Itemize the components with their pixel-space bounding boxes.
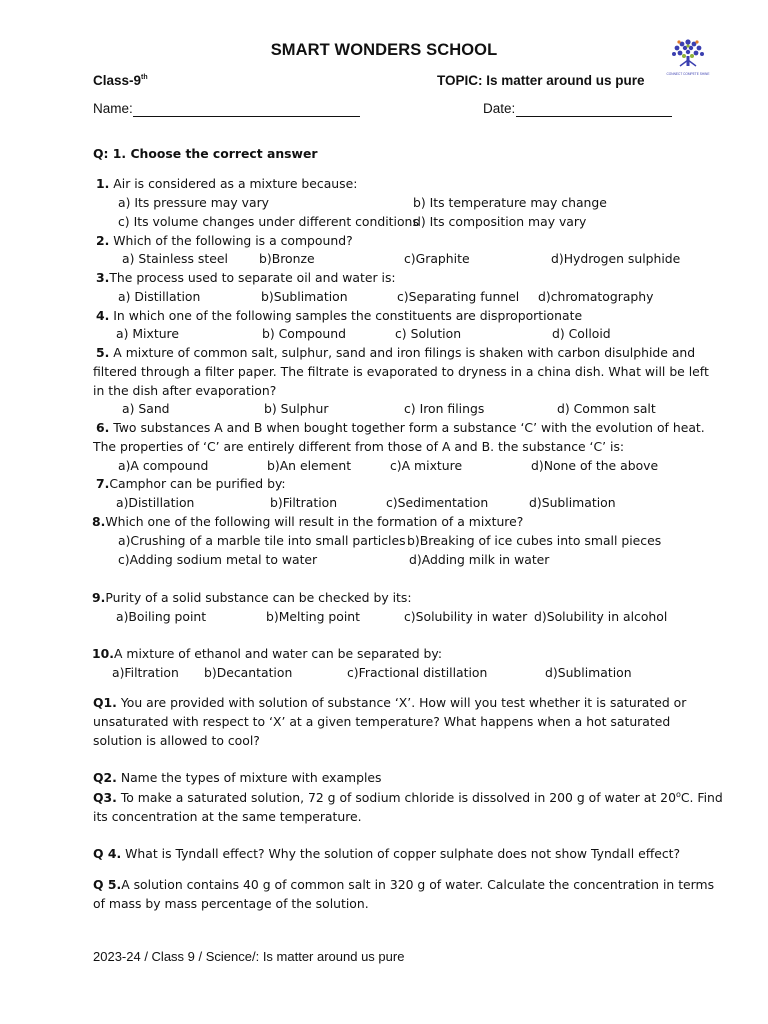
q7-option-d: d)Sublimation xyxy=(529,495,616,510)
q7-option-a: a)Distillation xyxy=(116,495,195,510)
page-footer: 2023-24 / Class 9 / Science/: Is matter around us pure xyxy=(93,949,405,964)
long-question-2: Q2. Name the types of mixture with examples xyxy=(93,770,382,785)
q7-option-c: c)Sedimentation xyxy=(386,495,489,510)
question-5: 5. A mixture of common salt, sulphur, sand and iron filings is shaken with carbon disulphide and xyxy=(96,345,696,360)
q9-option-b: b)Melting point xyxy=(266,609,361,624)
question-6-line-2: The properties of ‘C’ are entirely different from those of A and B. the substance ‘C’ is: xyxy=(93,439,625,454)
question-8: 8.Which one of the following will result in the formation of a mixture? xyxy=(92,514,524,529)
long-question-3: Q3. To make a saturated solution, 72 g of sodium chloride is dissolved in 200 g of water at 20$^o$C. Find xyxy=(93,790,723,806)
q9-option-d: d)Solubility in alcohol xyxy=(534,609,668,624)
q6-option-a: a)A compound xyxy=(118,458,209,473)
long-question-5: Q 5.A solution contains 40 g of common salt in 320 g of water. Calculate the concentration in terms xyxy=(93,877,715,892)
q4-option-b: b) Compound xyxy=(262,326,346,341)
class-label: Class-9th xyxy=(93,73,148,88)
q10-option-a: a)Filtration xyxy=(112,665,179,680)
name-blank-line[interactable] xyxy=(133,116,360,117)
topic-label: TOPIC: Is matter around us pure xyxy=(437,73,645,88)
q5-option-c: c) Iron filings xyxy=(404,401,485,416)
long-question-1-line-2: unsaturated with respect to ‘X’ at a given temperature? What happens when a hot saturated xyxy=(93,714,671,729)
question-1: 1. Air is considered as a mixture because: xyxy=(96,176,358,191)
q2-option-b: b)Bronze xyxy=(259,251,315,266)
long-question-1: Q1. You are provided with solution of substance ‘X’. How will you test whether it is saturated or xyxy=(93,695,687,710)
long-question-5-line-2: of mass by mass percentage of the solution. xyxy=(93,896,369,911)
q4-option-d: d) Colloid xyxy=(552,326,611,341)
question-10: 10.A mixture of ethanol and water can be separated by: xyxy=(92,646,443,661)
q4-option-c: c) Solution xyxy=(395,326,462,341)
q3-option-b: b)Sublimation xyxy=(261,289,348,304)
q6-option-d: d)None of the above xyxy=(531,458,659,473)
question-9: 9.Purity of a solid substance can be checked by its: xyxy=(92,590,412,605)
q1-option-a: a) Its pressure may vary xyxy=(118,195,270,210)
q7-option-b: b)Filtration xyxy=(270,495,338,510)
question-2: 2. Which of the following is a compound? xyxy=(96,233,353,248)
q9-option-a: a)Boiling point xyxy=(116,609,207,624)
q10-option-c: c)Fractional distillation xyxy=(347,665,488,680)
q6-option-b: b)An element xyxy=(267,458,352,473)
question-5-line-3: in the dish after evaporation? xyxy=(93,383,277,398)
q2-option-c: c)Graphite xyxy=(404,251,470,266)
q4-option-a: a) Mixture xyxy=(116,326,179,341)
q8-option-b: b)Breaking of ice cubes into small pieces xyxy=(407,533,662,548)
question-5-line-2: filtered through a filter paper. The filtrate is evaporated to dryness in a china dish. What will be left xyxy=(93,364,709,379)
section-title: Q: 1. Choose the correct answer xyxy=(93,146,318,161)
q2-option-d: d)Hydrogen sulphide xyxy=(551,251,681,266)
q5-option-d: d) Common salt xyxy=(557,401,656,416)
long-question-1-line-3: solution is allowed to cool? xyxy=(93,733,260,748)
question-3: 3.The process used to separate oil and water is: xyxy=(96,270,396,285)
q1-option-c: c) Its volume changes under different conditions xyxy=(118,214,419,229)
q1-option-b: b) Its temperature may change xyxy=(413,195,607,210)
question-7: 7.Camphor can be purified by: xyxy=(96,476,286,491)
q1-option-d: d) Its composition may vary xyxy=(413,214,587,229)
q3-option-c: c)Separating funnel xyxy=(397,289,520,304)
name-label: Name: xyxy=(93,101,133,116)
q5-option-b: b) Sulphur xyxy=(264,401,329,416)
question-6: 6. Two substances A and B when bought together form a substance ‘C’ with the evolution of heat. xyxy=(96,420,705,435)
q8-option-a: a)Crushing of a marble tile into small particles xyxy=(118,533,406,548)
date-label: Date: xyxy=(483,101,516,116)
q2-option-a: a) Stainless steel xyxy=(122,251,228,266)
date-blank-line[interactable] xyxy=(516,116,672,117)
q3-option-d: d)chromatography xyxy=(538,289,654,304)
school-name: SMART WONDERS SCHOOL xyxy=(270,41,498,59)
long-question-3-line-2: its concentration at the same temperature. xyxy=(93,809,362,824)
q3-option-a: a) Distillation xyxy=(118,289,201,304)
q10-option-b: b)Decantation xyxy=(204,665,293,680)
q8-option-d: d)Adding milk in water xyxy=(409,552,550,567)
q5-option-a: a) Sand xyxy=(122,401,170,416)
school-logo-tree-icon xyxy=(662,36,714,78)
q8-option-c: c)Adding sodium metal to water xyxy=(118,552,318,567)
q10-option-d: d)Sublimation xyxy=(545,665,632,680)
q6-option-c: c)A mixture xyxy=(390,458,463,473)
question-4: 4. In which one of the following samples the constituents are disproportionate xyxy=(96,308,583,323)
logo-caption: CONNECT COMPETE SHINE xyxy=(666,72,710,76)
long-question-4: Q 4. What is Tyndall effect? Why the solution of copper sulphate does not show Tyndall effect? xyxy=(93,846,681,861)
q9-option-c: c)Solubility in water xyxy=(404,609,528,624)
